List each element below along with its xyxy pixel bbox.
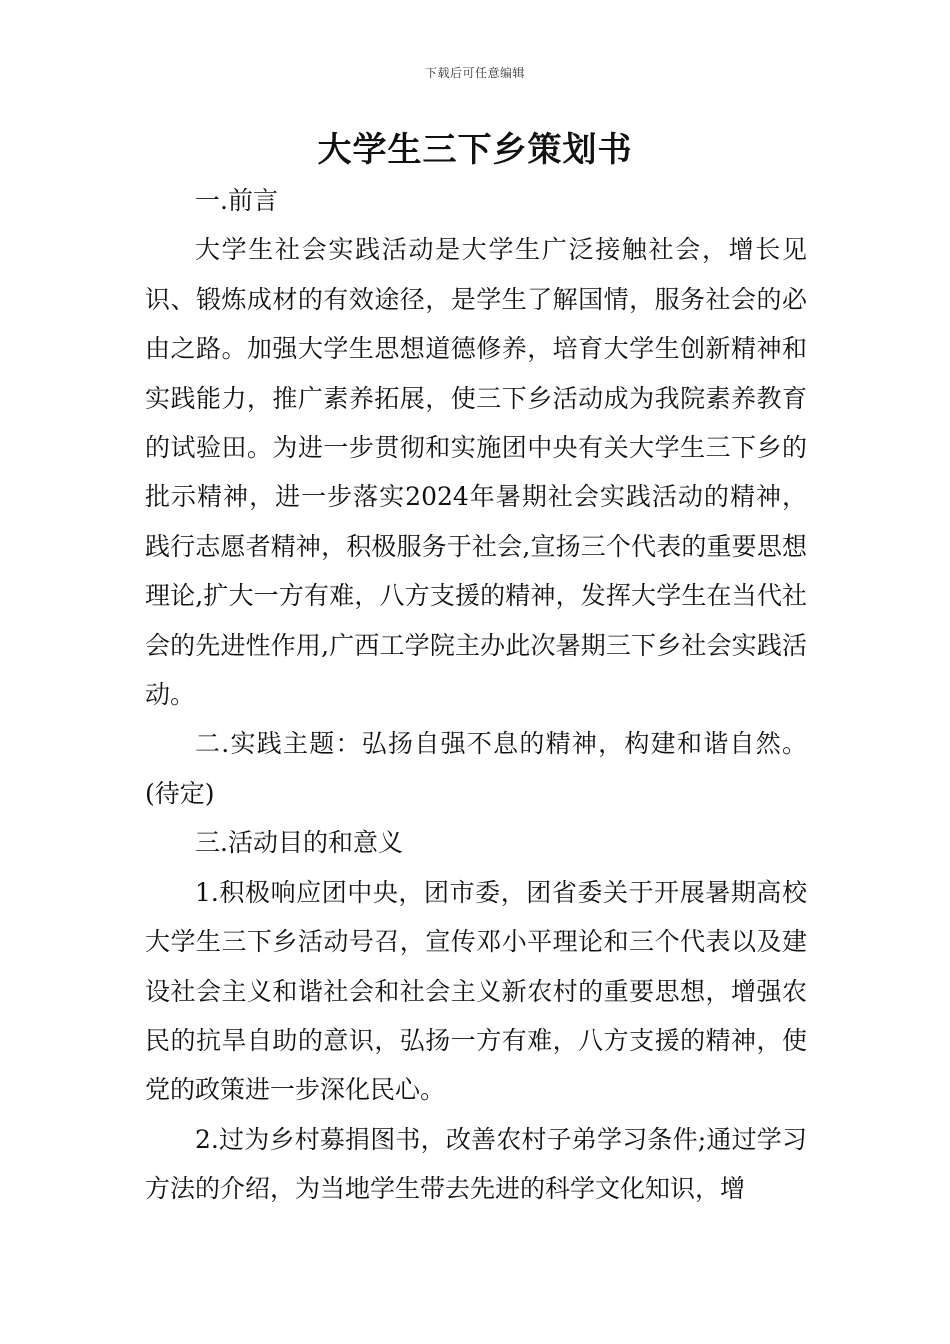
paragraph-purpose-2: 2.过为乡村募捐图书，改善农村子弟学习条件;通过学习方法的介绍，为当地学生带去先进的科学文化知识，增 <box>145 1124 807 1204</box>
page-header-note: 下载后可任意编辑 <box>424 66 525 80</box>
document-body <box>145 176 807 1214</box>
document-title: 大学生三下乡策划书 <box>317 130 633 170</box>
section-heading-preface: 一.前言 <box>195 186 278 215</box>
paragraph-preface-text: 大学生社会实践活动是大学生广泛接触社会，增长见识、锻炼成材的有效途径，是学生了解国情，服务社会的必由之路。加强大学生思想道德修养，培育大学生创新精神和实践能力，推广素养拓展，使三下乡活动成为我院素养教育的试验田。为进一步贯彻和实施团中央有关大学生三下乡的批示精神，进一步落实2024年暑期社会实践活动的精神，践行志愿者精神，积极服务于社会,宣扬三个代表的重要思想理论,扩大一方有难，八方支援的精神，发挥大学生在当代社会的先进性作用,广西工学院主办此次暑期三下乡社会实践活动。 <box>145 235 807 710</box>
paragraph-practice-theme: 二.实践主题：弘扬自强不息的精神，构建和谐自然。(待定) <box>145 729 807 808</box>
section-heading-purpose: 三.活动目的和意义 <box>195 828 403 858</box>
paragraph-purpose-1: 1.积极响应团中央，团市委，团省委关于开展暑期高校大学生三下乡活动号召，宣传邓小平理论和三个代表以及建设社会主义和谐社会和社会主义新农村的重要思想，增强农民的抗旱自助的意识，弘扬一方有难，八方支援的精神，使党的政策进一步深化民心。 <box>145 877 807 1105</box>
